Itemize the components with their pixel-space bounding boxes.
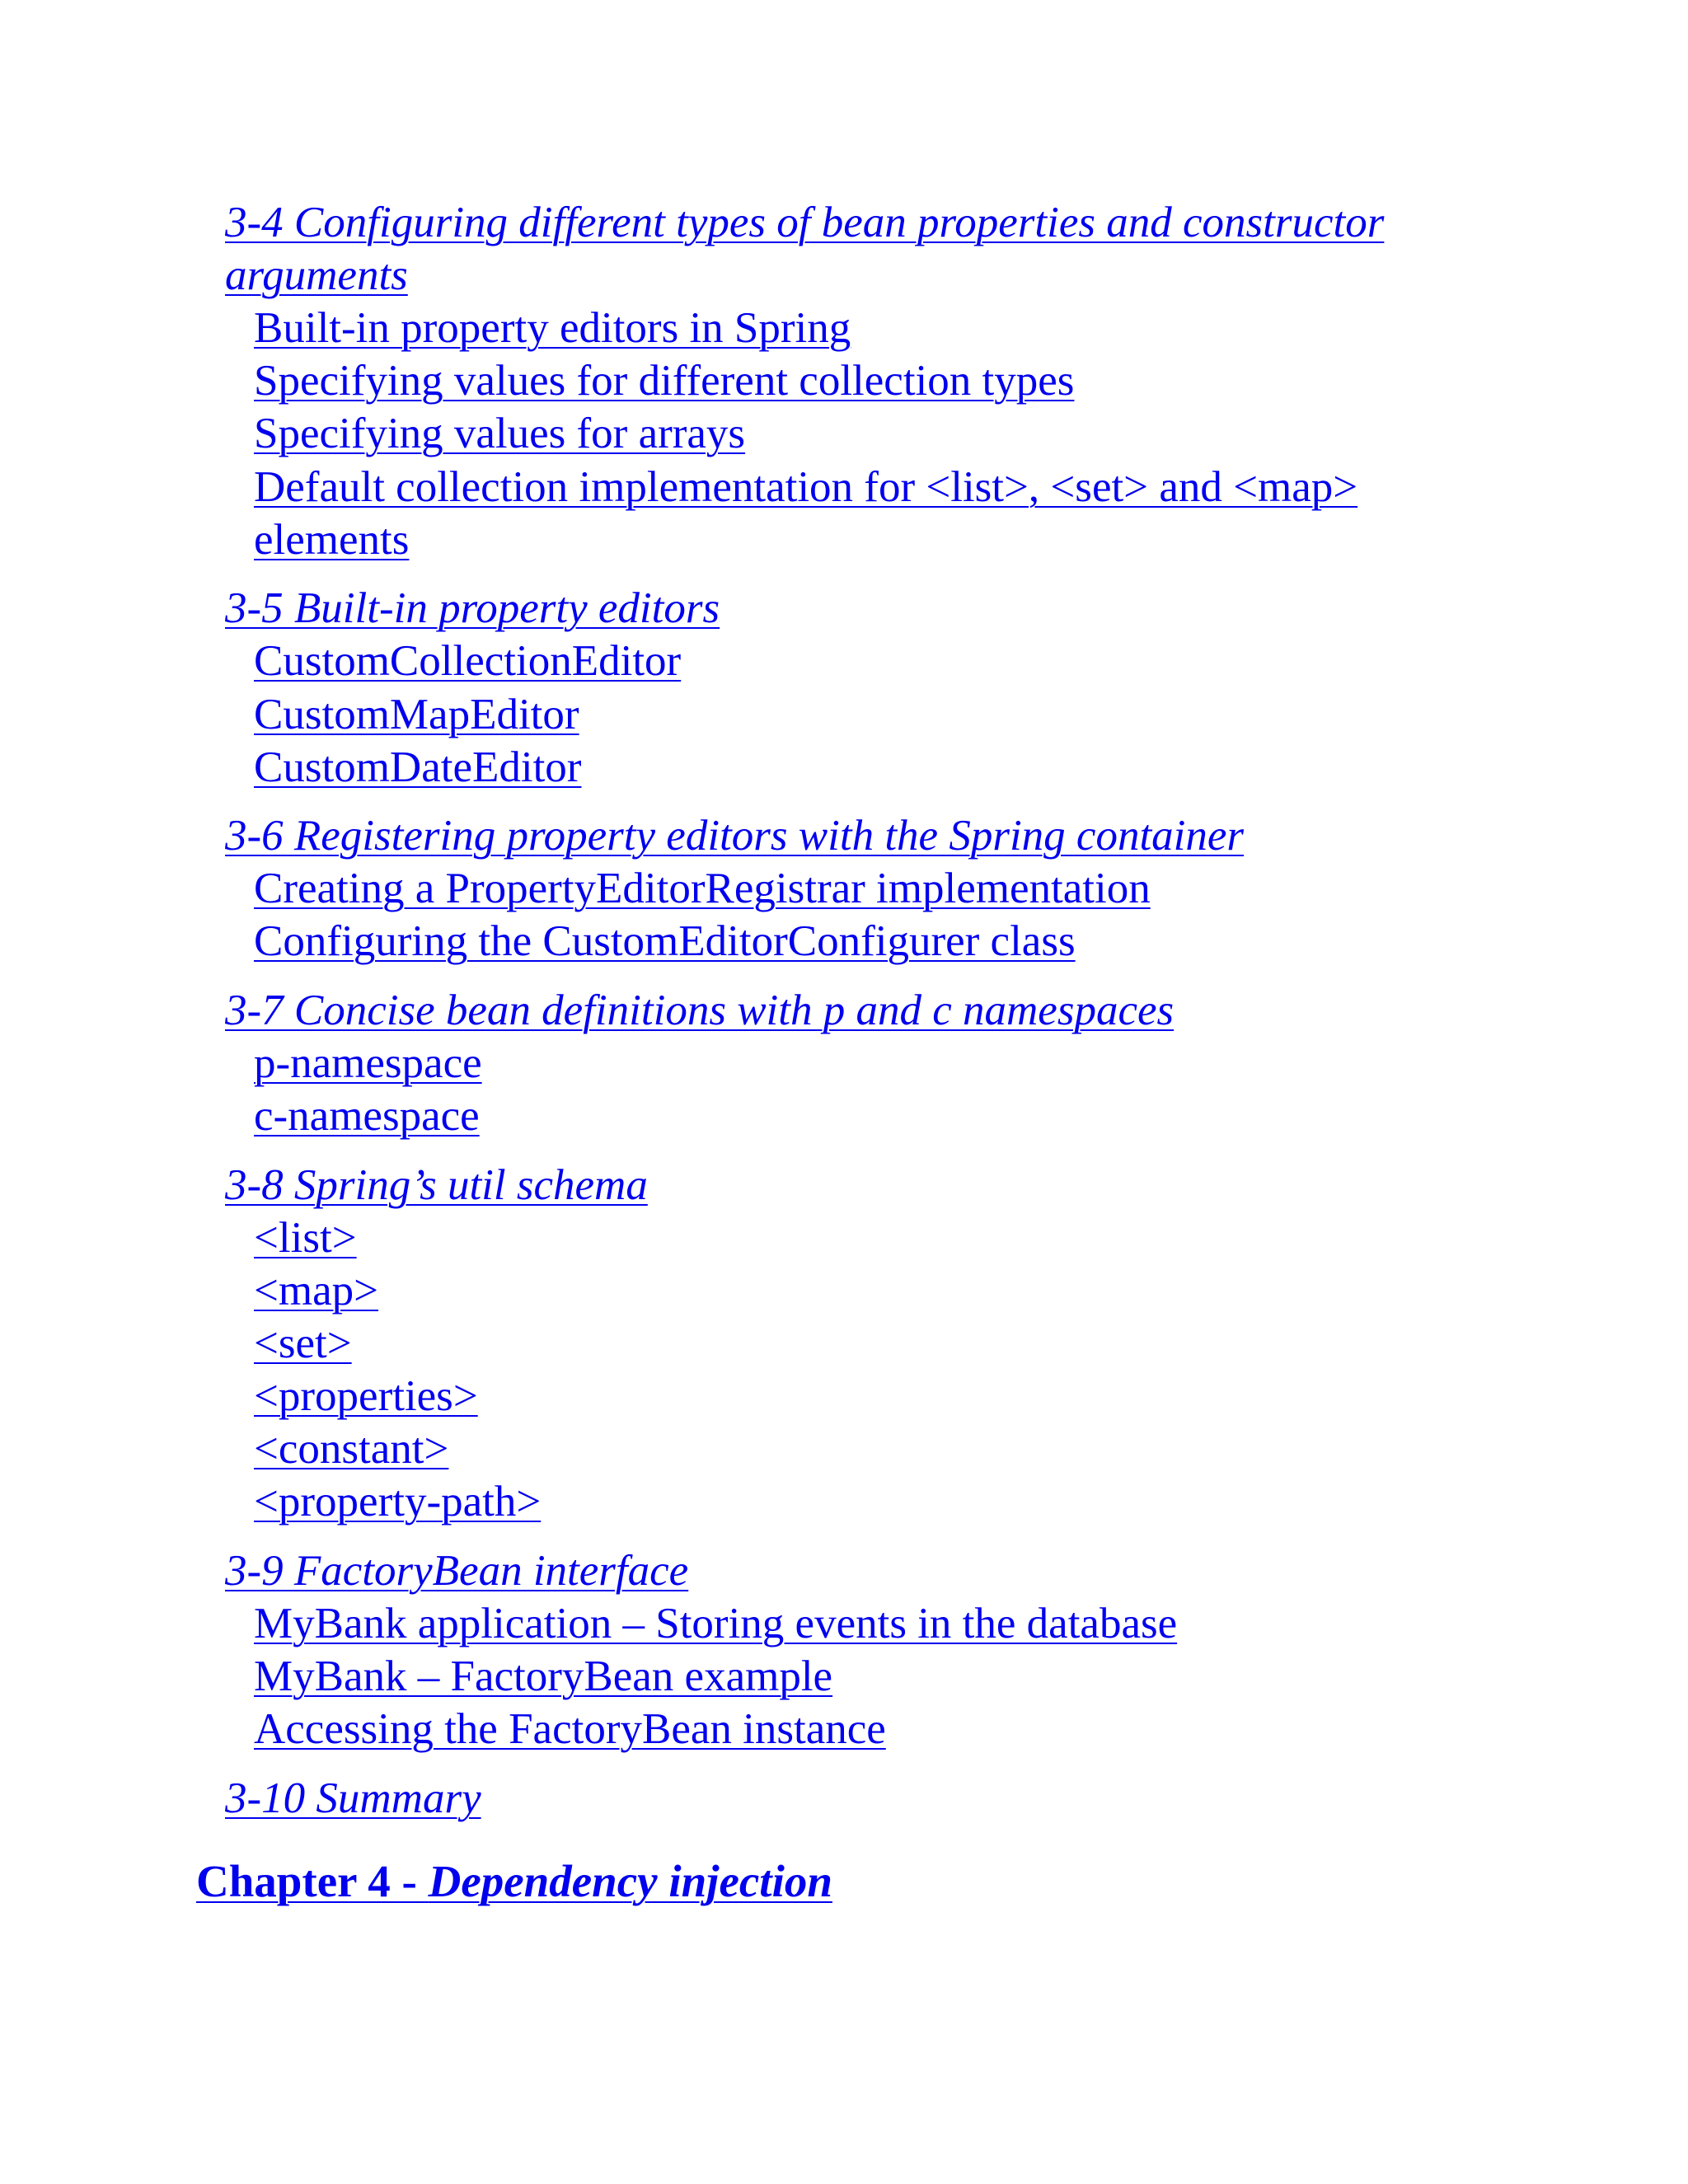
toc-link[interactable]: CustomCollectionEditor	[254, 637, 682, 685]
toc-link[interactable]: <properties>	[254, 1372, 478, 1420]
toc-section-3-8[interactable]	[225, 1159, 648, 1212]
toc-link[interactable]: Specifying values for arrays	[254, 410, 746, 457]
toc-section-3-7[interactable]	[225, 984, 1174, 1037]
toc-item[interactable]	[254, 1650, 832, 1703]
toc-link[interactable]: 3-6 Registering property editors with the Spring container	[225, 812, 1245, 860]
toc-link[interactable]: <constant>	[254, 1425, 449, 1473]
toc-link[interactable]: 3-9 FactoryBean interface	[225, 1547, 689, 1595]
toc-link[interactable]: elements	[254, 516, 410, 564]
toc-link[interactable]: Creating a PropertyEditorRegistrar implementation	[254, 865, 1151, 912]
toc-item[interactable]	[254, 302, 851, 354]
toc-link[interactable]: Default collection implementation for <list>, <set> and <map>	[254, 463, 1358, 511]
toc-item[interactable]	[254, 1264, 378, 1317]
toc-section-3-5[interactable]	[225, 582, 720, 635]
chapter-title: Dependency injection	[428, 1856, 832, 1906]
toc-item[interactable]	[254, 1317, 352, 1370]
toc-chapter-4[interactable]	[196, 1854, 832, 1909]
toc-item[interactable]	[254, 513, 409, 566]
toc-item[interactable]	[254, 407, 745, 460]
toc-link[interactable]: MyBank – FactoryBean example	[254, 1652, 833, 1700]
toc-item[interactable]	[254, 1037, 482, 1090]
toc-item[interactable]	[254, 635, 681, 687]
toc-link[interactable]: c-namespace	[254, 1092, 480, 1140]
toc-link[interactable]: 3-8 Spring’s util schema	[225, 1161, 648, 1209]
toc-item[interactable]	[254, 1597, 1177, 1650]
toc-item[interactable]	[254, 1703, 886, 1755]
toc-item[interactable]	[254, 688, 579, 741]
toc-item[interactable]	[254, 1370, 478, 1422]
toc-link[interactable]: 3-5 Built-in property editors	[225, 584, 720, 632]
toc-link[interactable]: Specifying values for different collection types	[254, 357, 1075, 405]
toc-section-3-9[interactable]	[225, 1544, 688, 1597]
toc-item[interactable]	[254, 862, 1151, 915]
toc-link[interactable]: <list>	[254, 1214, 357, 1262]
toc-link[interactable]: 3-10 Summary	[225, 1774, 481, 1822]
toc-link[interactable]: CustomMapEditor	[254, 691, 579, 738]
toc-item[interactable]	[254, 741, 581, 794]
toc-link[interactable]: <property-path>	[254, 1478, 542, 1526]
toc-section-3-6[interactable]	[225, 809, 1244, 862]
toc-item[interactable]	[254, 1090, 480, 1142]
toc-link[interactable]: 3-4 Configuring different types of bean properties and constructor	[225, 199, 1385, 246]
toc-link[interactable]: <set>	[254, 1319, 352, 1367]
toc-item[interactable]	[254, 915, 1076, 968]
chapter-prefix: Chapter 4 -	[196, 1856, 429, 1906]
toc-link[interactable]: <map>	[254, 1267, 379, 1315]
toc-item[interactable]	[254, 1422, 448, 1475]
toc-section-3-4-continued[interactable]	[225, 249, 408, 302]
toc-link[interactable]: MyBank application – Storing events in the database	[254, 1600, 1178, 1647]
toc-link[interactable]: 3-7 Concise bean definitions with p and c namespaces	[225, 987, 1175, 1034]
toc-item[interactable]	[254, 461, 1357, 513]
toc-link[interactable]: arguments	[225, 251, 408, 299]
chapter-link[interactable]	[196, 1856, 832, 1906]
toc-section-3-10[interactable]	[225, 1772, 481, 1825]
toc-item[interactable]	[254, 1212, 357, 1264]
toc-link[interactable]: p-namespace	[254, 1039, 482, 1087]
toc-item[interactable]	[254, 354, 1074, 407]
toc-section-3-4[interactable]	[225, 196, 1384, 249]
toc-link[interactable]: Configuring the CustomEditorConfigurer class	[254, 917, 1076, 965]
toc-link[interactable]: Accessing the FactoryBean instance	[254, 1705, 886, 1753]
toc-link[interactable]: CustomDateEditor	[254, 743, 582, 791]
toc-link[interactable]: Built-in property editors in Spring	[254, 304, 851, 352]
toc-item[interactable]	[254, 1475, 541, 1528]
